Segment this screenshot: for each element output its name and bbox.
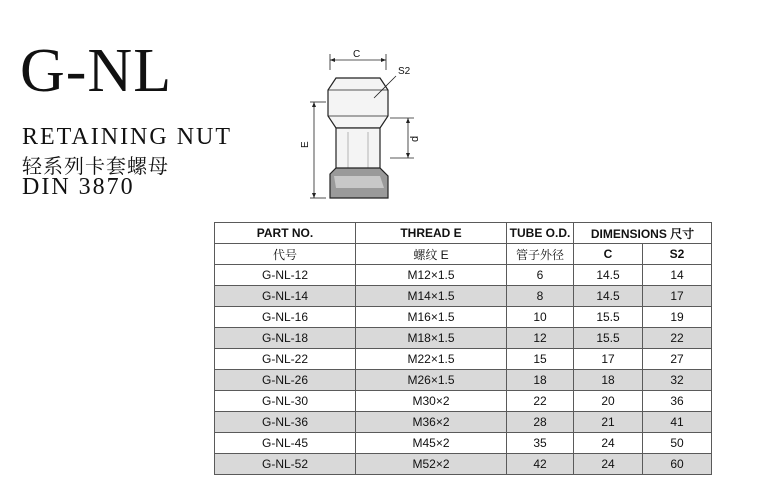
table-row [215, 286, 712, 307]
cell-part-no: G-NL-45 [215, 433, 356, 454]
cell-tube-od: 28 [507, 412, 574, 433]
cell-c: 15.5 [574, 307, 643, 328]
cell-c: 20 [574, 391, 643, 412]
cell-part-no: G-NL-12 [215, 265, 356, 286]
cell-thread: M26×1.5 [356, 370, 507, 391]
table-row [215, 307, 712, 328]
cell-thread: M18×1.5 [356, 328, 507, 349]
label-e: E [300, 141, 311, 148]
table-row [215, 412, 712, 433]
cell-part-no: G-NL-52 [215, 454, 356, 475]
cell-tube-od: 12 [507, 328, 574, 349]
cell-tube-od: 42 [507, 454, 574, 475]
cell-thread: M30×2 [356, 391, 507, 412]
cell-thread: M36×2 [356, 412, 507, 433]
table-row [215, 328, 712, 349]
subheader-s2: S2 [643, 244, 712, 265]
cell-c: 14.5 [574, 286, 643, 307]
cell-tube-od: 18 [507, 370, 574, 391]
table-body [215, 265, 712, 475]
cell-s2: 32 [643, 370, 712, 391]
standard-label: DIN 3870 [22, 174, 135, 200]
cell-s2: 19 [643, 307, 712, 328]
table-row [215, 454, 712, 475]
product-title: G-NL [20, 37, 173, 105]
cell-s2: 50 [643, 433, 712, 454]
product-name-en: RETAINING NUT [22, 124, 233, 150]
cell-s2: 17 [643, 286, 712, 307]
cell-tube-od: 22 [507, 391, 574, 412]
cell-thread: M52×2 [356, 454, 507, 475]
cell-s2: 41 [643, 412, 712, 433]
subheader-c: C [574, 244, 643, 265]
header-dimensions: DIMENSIONS 尺寸 [574, 223, 712, 244]
label-s2: S2 [398, 66, 411, 77]
cell-s2: 60 [643, 454, 712, 475]
dimensions-table [214, 222, 712, 475]
cell-part-no: G-NL-36 [215, 412, 356, 433]
cell-tube-od: 15 [507, 349, 574, 370]
cell-s2: 14 [643, 265, 712, 286]
cell-tube-od: 6 [507, 265, 574, 286]
cell-part-no: G-NL-30 [215, 391, 356, 412]
cell-c: 24 [574, 454, 643, 475]
header-thread: THREAD E [356, 223, 507, 244]
table-row [215, 349, 712, 370]
cell-thread: M12×1.5 [356, 265, 507, 286]
label-d: d [409, 135, 421, 142]
subheader-thread-cn: 螺纹 E [356, 244, 507, 265]
cell-c: 24 [574, 433, 643, 454]
table-row [215, 391, 712, 412]
cell-part-no: G-NL-18 [215, 328, 356, 349]
cell-part-no: G-NL-22 [215, 349, 356, 370]
cell-c: 15.5 [574, 328, 643, 349]
cell-s2: 22 [643, 328, 712, 349]
cell-thread: M45×2 [356, 433, 507, 454]
subheader-tube-od-cn: 管子外径 [507, 244, 574, 265]
cell-part-no: G-NL-26 [215, 370, 356, 391]
cell-thread: M14×1.5 [356, 286, 507, 307]
label-c: C [353, 49, 361, 60]
cell-c: 14.5 [574, 265, 643, 286]
header-tube-od: TUBE O.D. [507, 223, 574, 244]
table-subheader-row [215, 244, 712, 265]
cell-tube-od: 10 [507, 307, 574, 328]
cell-tube-od: 8 [507, 286, 574, 307]
cell-s2: 27 [643, 349, 712, 370]
table-row [215, 433, 712, 454]
table-row [215, 370, 712, 391]
cell-c: 17 [574, 349, 643, 370]
cell-thread: M16×1.5 [356, 307, 507, 328]
header-part-no: PART NO. [215, 223, 356, 244]
cell-part-no: G-NL-16 [215, 307, 356, 328]
cell-thread: M22×1.5 [356, 349, 507, 370]
product-name-cn: 轻系列卡套螺母 [22, 154, 169, 178]
cell-tube-od: 35 [507, 433, 574, 454]
cell-c: 18 [574, 370, 643, 391]
cell-c: 21 [574, 412, 643, 433]
nut-technical-drawing [296, 48, 436, 208]
cell-part-no: G-NL-14 [215, 286, 356, 307]
cell-s2: 36 [643, 391, 712, 412]
subheader-part-no-cn: 代号 [215, 244, 356, 265]
table-row [215, 265, 712, 286]
table-header-row [215, 223, 712, 244]
